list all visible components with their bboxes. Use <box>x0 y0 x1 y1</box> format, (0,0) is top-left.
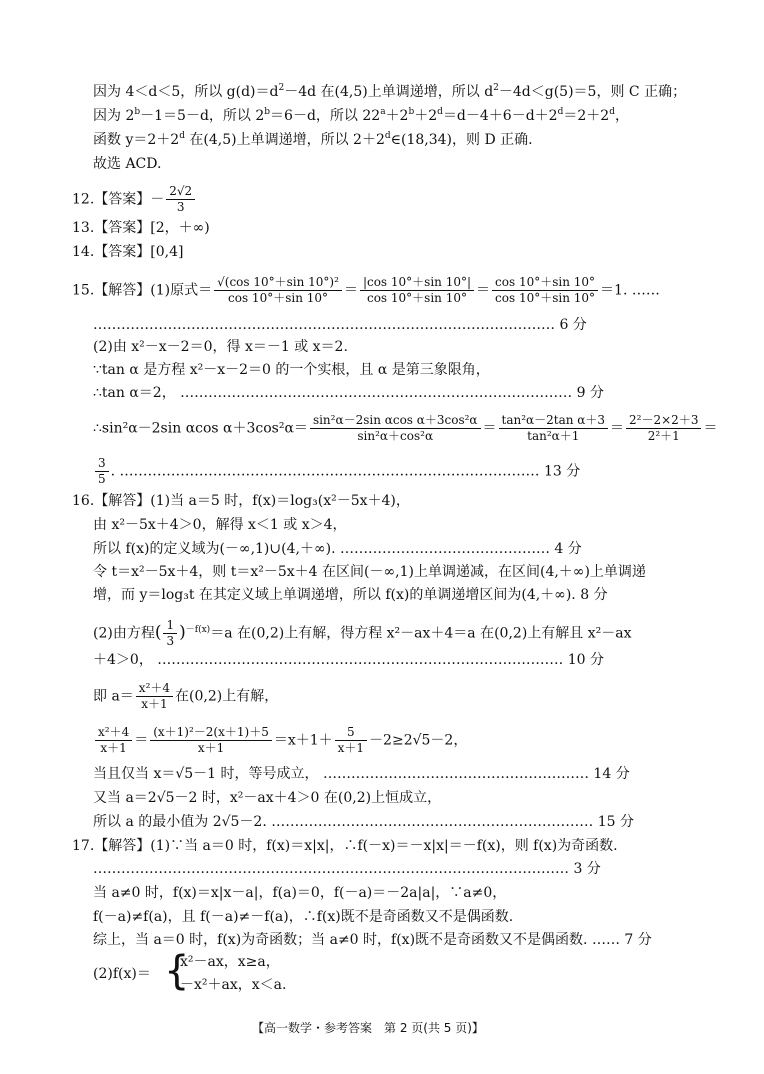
answer-15-part1: 15.【解答】(1)原式＝ $\frac{\text{√(cos 10°＋sin 10°)²}}{\cos 10^\circ+\sin 10^\circ}$ ＝ $\frac{|\cos 10^\circ+\sin 10^\circ|}{\cos 10^\circ+\sin 10^\circ}$ ＝ $\frac{\cos 10^\circ+\sin 10^\circ}{\cos 10^\circ+\sin 10^\circ}$ ＝1. …… <box>72 275 660 305</box>
piecewise-case-2: －x²＋ax，x＜a. <box>180 977 287 993</box>
text-line: 当 a≠0 时，f(x)＝x|x－a|，f(a)＝0，f(－a)＝－2a|a|，∵a≠0， <box>93 885 507 901</box>
text-line: 增，而 y＝log₃t 在其定义域上单调递增，所以 f(x)的单调递增区间为(4,＋∞). 8 分 <box>93 587 608 603</box>
page-footer: 【高一数学・参考答案 第 2 页(共 5 页)】 <box>252 1021 484 1035</box>
text-line: 16.【解答】(1)当 a＝5 时，f(x)＝log₃(x²－5x＋4)， <box>72 493 410 509</box>
score-line: ……………………………………………………………………………………… 6 分 <box>93 317 587 333</box>
text-line: ∵tan α 是方程 x²－x－2＝0 的一个实根，且 α 是第三象限角， <box>93 362 490 378</box>
text-line: 因为 4＜d＜5，所以 $g(d)=d^2-4d$ 在(4,5)上单调递增，所以 $d^2-4d<g(5)=5$，则 C 正确； <box>93 83 687 100</box>
text-line: 由 x²－5x＋4＞0，解得 x＜1 或 x＞4， <box>93 517 347 533</box>
answer-12: 12.【答案】－ $\frac{2√2}{3}$ <box>72 184 197 215</box>
text-line: (2)由 x²－x－2＝0，得 x＝－1 或 x＝2. <box>93 339 348 355</box>
text-line: 又当 a＝2√5－2 时，x²－ax＋4＞0 在(0,2)上恒成立， <box>93 790 442 806</box>
text-line: ∴sin²α－2sin αcos α＋3cos²α＝ $\frac{\text{sin²α－2sin αcos α＋3cos²α}}{\text{sin²α＋cos²α}}$ ＝ $\frac{\text{tan²α－2tan α＋3}}{\text{tan²α＋1}}$ ＝ $\frac{\text{2²－2×2＋3}}{\text{2²＋1}}$ ＝ <box>93 413 718 443</box>
sup-a: 2 <box>371 108 381 124</box>
text-line: 因为 $2^b-1=5-d$，所以 $2^b=6-d$，所以 $22^a+2^b+2^d=d-4+6-d+2^d=2+2^d$， <box>93 107 629 124</box>
text-line: 故选 ACD. <box>93 156 162 172</box>
answer-13: 13.【答案】[2，＋∞) <box>72 220 210 236</box>
text-line: 综上，当 a＝0 时，f(x)为奇函数；当 a≠0 时，f(x)既不是奇函数又不是偶函数. …… 7 分 <box>93 932 652 948</box>
text-line: f(－a)≠f(a)，且 f(－a)≠－f(a)，∴f(x)既不是奇函数又不是偶函数. <box>93 909 514 925</box>
text-line: (2)f(x)＝ <box>93 966 151 982</box>
piecewise-case-1: x²－ax，x≥a， <box>180 954 280 970</box>
text-line: 令 t＝x²－5x＋4，则 t＝x²－5x＋4 在区间(－∞,1)上单调递减，在区间(4,＋∞)上单调递 <box>93 564 646 580</box>
text-line: $\frac{3}{5}$ . ……………………………………………………………………………… 13 分 <box>93 456 580 487</box>
text-line: 即 a＝ $\frac{\text{x²＋4}}{x+1}$ 在(0,2)上有解， <box>93 681 279 711</box>
score-line: ………………………………………………………………………………………… 3 分 <box>93 861 601 877</box>
text-line: ＋4＞0， …………………………………………………………………………… 10 分 <box>93 652 604 668</box>
text-line: $\frac{\text{x²＋4}}{x+1}$ ＝ $\frac{\text{(x＋1)²－2(x＋1)＋5}}{x+1}$ ＝x＋1＋ $\frac{5}{x+1}$ －2≥2√5－2， <box>93 725 467 756</box>
text-line: 所以 a 的最小值为 2√5－2. …………………………………………………………… 15 分 <box>93 814 634 830</box>
answer-14: 14.【答案】[0,4] <box>72 244 184 260</box>
brace-glyph: { <box>164 948 190 994</box>
text-line: 当且仅当 x＝√5－1 时，等号成立， ………………………………………………… 14 分 <box>93 766 630 782</box>
text-line: (2)由方程( $\frac{1}{3}$ )$^{-f(x)}$＝a 在(0,2)上有解，得方程 x²－ax＋4＝a 在(0,2)上有解且 x²－ax <box>93 618 632 648</box>
text-line: 所以 f(x)的定义域为(－∞,1)∪(4,＋∞). ……………………………………… 4 分 <box>93 541 582 557</box>
text-line: ∴tan α＝2， ………………………………………………………………………… 9 分 <box>93 385 604 401</box>
text-line: 函数 $y=2+2^d$ 在(4,5)上单调递增，所以 $2+2^d\in(18,34)$，则 D 正确. <box>93 131 533 148</box>
text-line: 17.【解答】(1)∵当 a＝0 时，f(x)＝x|x|，∴f(－x)＝－x|x|＝－f(x)，则 f(x)为奇函数. <box>72 838 618 854</box>
